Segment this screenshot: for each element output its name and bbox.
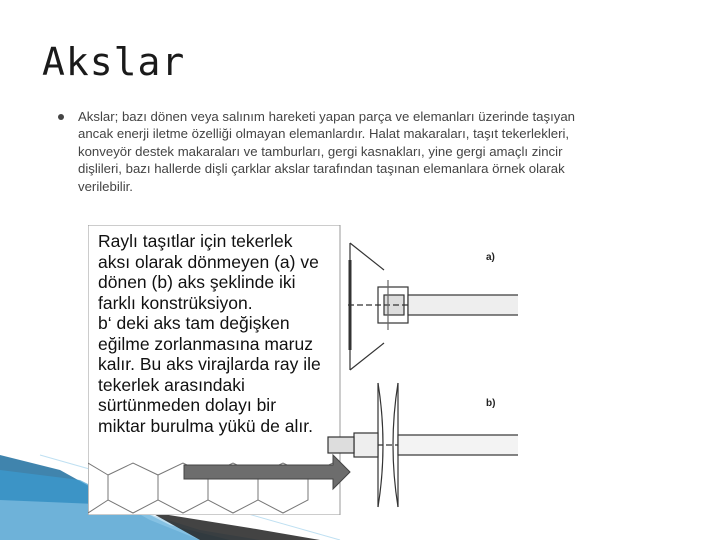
axle-figure [88,225,518,515]
bullet-dot-icon [58,114,64,120]
bullet-text: Akslar; bazı dönen veya salınım hareketi yapan parça ve elemanları üzerinde taşıyan ancak enerji iletme özelliği olmayan elemanlardır. Halat makaraları, taşıt tekerlekleri, konveyör destek makaraları ve tamburları, gergi kasnakları, yine gergi amaçlı zincir dişlileri, bazı hallerde dişli çarklar akslar tarafından taşınan elemanlara örnek olarak verilebilir. [78,109,576,194]
label-b: b) [486,398,496,409]
figure-callout [98,231,328,436]
callout-paragraph-1: Raylı taşıtlar için tekerlek aksı olarak dönmeyen (a) ve dönen (b) aks şeklinde iki farklı konstrüksiyon. [98,231,319,313]
slide-title: Akslar [42,40,186,84]
callout-paragraph-2: b‘ deki aks tam değişken eğilme zorlanmasına maruz kalır. Bu aks virajlarda ray ile tekerlek arasındaki sürtünmeden dolayı bir miktar burulma yükü de alır. [98,313,321,436]
bullet-item [58,108,578,195]
label-a: a) [486,252,495,263]
